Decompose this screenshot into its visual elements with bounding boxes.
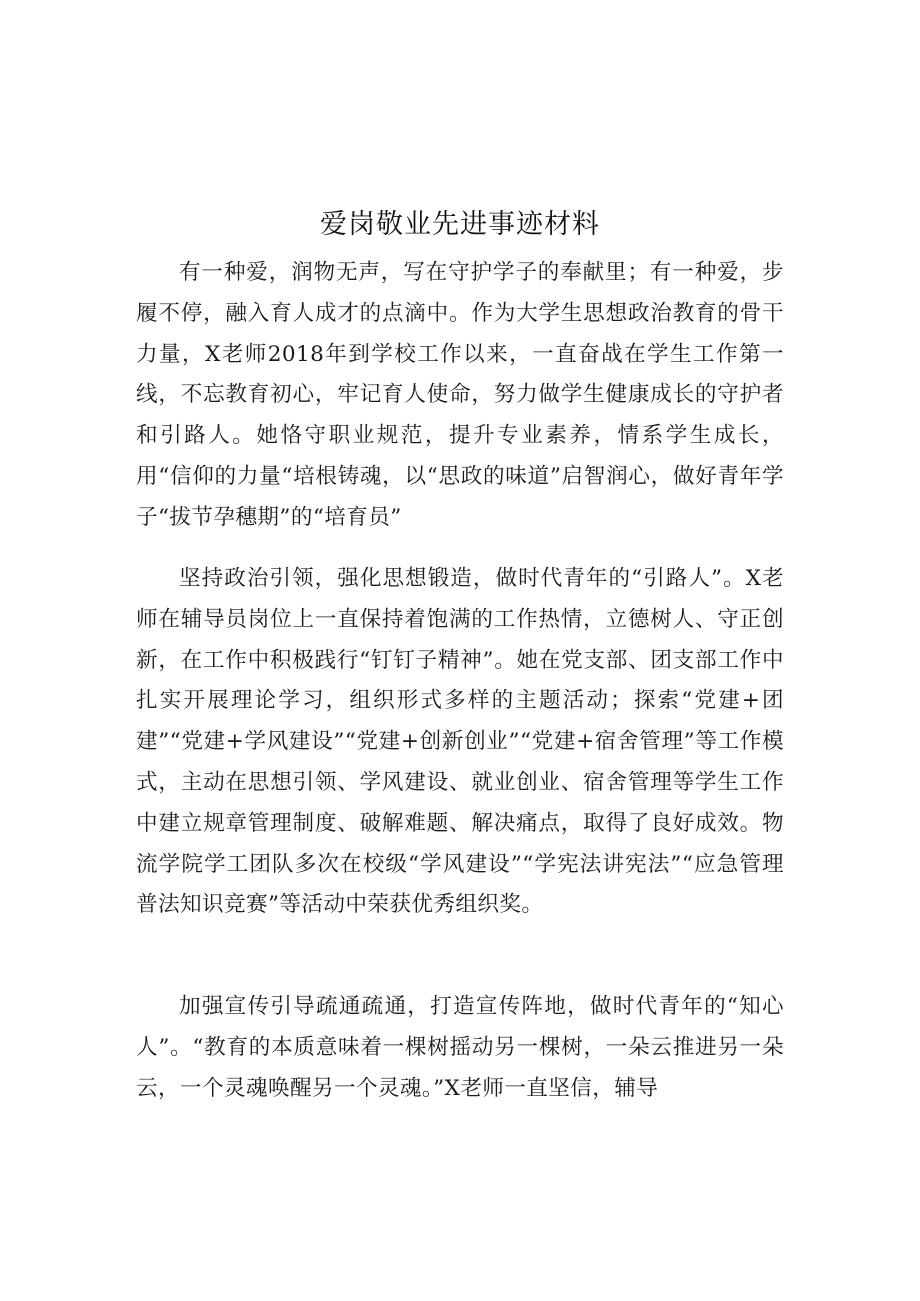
document-title: 爱岗敬业先进事迹材料 (320, 209, 600, 240)
paragraph-publicity-guidance: 加强宣传引导疏通疏通，打造宣传阵地，做时代青年的“知心人”。“教育的本质意味着一棵树摇动另一棵树，一朵云推进另一朵云，一个灵魂唤醒另一个灵魂。”X老师一直坚信，辅导 (136, 994, 784, 1101)
paragraph-intro: 有一种爱，润物无声，写在守护学子的奉献里；有一种爱，步履不停，融入育人成才的点滴中。作为大学生思想政治教育的骨干力量，X老师2018年到学校工作以来，一直奋战在学生工作第一线，不忘教育初心，牢记育人使命，努力做学生健康成长的守护者和引路人。她恪守职业规范，提升专业素养，情系学生成长，用“信仰的力量“培根铸魂，以“思政的味道”启智润心，做好青年学子“拔节孕穗期”的“培育员” (136, 260, 784, 530)
paragraph-political-guidance: 坚持政治引领，强化思想锻造，做时代青年的“引路人”。X老师在辅导员岗位上一直保持着饱满的工作热情，立德树人、守正创新，在工作中积极践行“钉钉子精神”。她在党支部、团支部工作中扎实开展理论学习，组织形式多样的主题活动；探索“党建+团建”“党建+学风建设”“党建+创新创业”“党建+宿舍管理”等工作模式，主动在思想引领、学风建设、就业创业、宿舍管理等学生工作中建立规章管理制度、破解难题、解决痛点，取得了良好成效。物流学院学工团队多次在校级“学风建设”“学宪法讲宪法”“应急管理普法知识竞赛”等活动中荣获优秀组织奖。 (136, 566, 784, 918)
